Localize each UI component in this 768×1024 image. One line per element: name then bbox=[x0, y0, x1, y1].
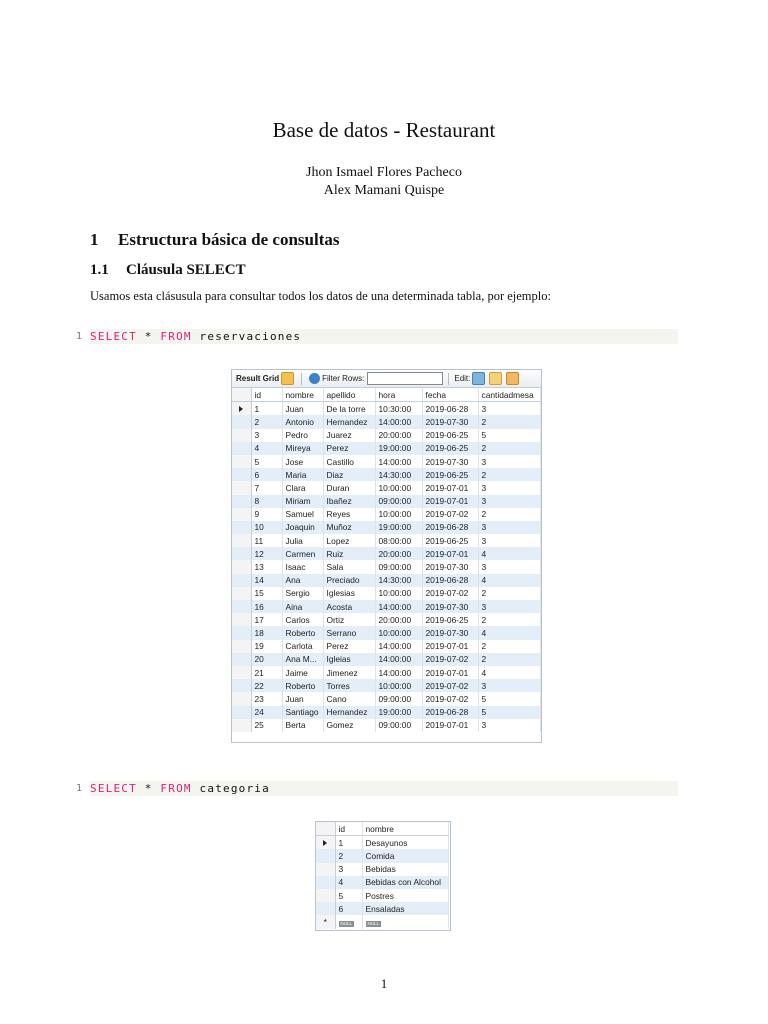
table-row[interactable] bbox=[232, 719, 540, 732]
table-cell[interactable]: Ibañez bbox=[323, 495, 375, 508]
table-row[interactable] bbox=[232, 534, 540, 547]
table-row[interactable] bbox=[232, 587, 540, 600]
table-header-row bbox=[316, 822, 448, 836]
table-cell[interactable]: Ensaladas bbox=[362, 902, 448, 915]
toolbar-separator bbox=[448, 373, 449, 385]
table-cell[interactable]: 2019-06-25 bbox=[422, 534, 478, 547]
row-indicator[interactable] bbox=[232, 415, 251, 428]
row-indicator[interactable] bbox=[232, 547, 251, 560]
table-cell[interactable]: 3 bbox=[478, 600, 540, 613]
table-cell[interactable]: 4 bbox=[478, 547, 540, 560]
table-cell[interactable]: 3 bbox=[478, 481, 540, 494]
table-cell[interactable]: De la torre bbox=[323, 402, 375, 416]
column-header-fecha[interactable]: fecha bbox=[422, 388, 478, 402]
table-row[interactable] bbox=[316, 836, 448, 850]
table-cell[interactable]: Preciado bbox=[323, 574, 375, 587]
table-cell[interactable]: Torres bbox=[323, 679, 375, 692]
null-badge: NULL bbox=[367, 920, 380, 926]
code-block-reservaciones bbox=[90, 329, 678, 344]
table-cell[interactable]: 2019-07-01 bbox=[422, 666, 478, 679]
table-cell[interactable]: 22 bbox=[251, 679, 282, 692]
subsection-heading bbox=[90, 262, 246, 279]
table-cell[interactable]: 10:00:00 bbox=[375, 679, 422, 692]
new-row-asterisk-icon: * bbox=[316, 915, 335, 928]
table-cell[interactable]: 2019-07-02 bbox=[422, 692, 478, 705]
section-title: Estructura básica de consultas bbox=[118, 230, 340, 249]
table-cell[interactable]: Castillo bbox=[323, 455, 375, 468]
table-cell[interactable]: Joaquin bbox=[282, 521, 323, 534]
filter-rows-input[interactable] bbox=[367, 372, 443, 385]
table-cell[interactable]: 2019-07-01 bbox=[422, 495, 478, 508]
table-cell[interactable]: 09:00:00 bbox=[375, 560, 422, 573]
subsection-number: 1.1 bbox=[90, 262, 109, 278]
table-cell[interactable]: Maria bbox=[282, 468, 323, 481]
table-cell[interactable]: 2 bbox=[478, 613, 540, 626]
table-cell[interactable]: Gomez bbox=[323, 719, 375, 732]
table-row[interactable] bbox=[232, 613, 540, 626]
row-indicator[interactable] bbox=[232, 600, 251, 613]
table-cell[interactable]: 2019-07-02 bbox=[422, 679, 478, 692]
row-indicator[interactable] bbox=[232, 574, 251, 587]
table-cell[interactable]: Carlos bbox=[282, 613, 323, 626]
table-cell[interactable]: 3 bbox=[335, 863, 362, 876]
code-operator: * bbox=[144, 330, 153, 343]
table-row[interactable] bbox=[316, 889, 448, 902]
column-header-id[interactable]: id bbox=[251, 388, 282, 402]
table-cell[interactable]: Hernandez bbox=[323, 706, 375, 719]
table-cell[interactable]: 14:00:00 bbox=[375, 653, 422, 666]
table-cell[interactable]: Ruiz bbox=[323, 547, 375, 560]
table-cell[interactable]: 2019-06-25 bbox=[422, 429, 478, 442]
table-cell[interactable]: 2019-07-02 bbox=[422, 508, 478, 521]
table-cell[interactable]: Roberto bbox=[282, 679, 323, 692]
row-indicator[interactable] bbox=[232, 679, 251, 692]
table-row[interactable] bbox=[232, 521, 540, 534]
column-header-nombre[interactable]: nombre bbox=[282, 388, 323, 402]
table-cell[interactable]: 2019-07-30 bbox=[422, 455, 478, 468]
table-row[interactable] bbox=[232, 468, 540, 481]
table-cell[interactable]: 3 bbox=[478, 402, 540, 416]
table-cell[interactable]: 4 bbox=[335, 876, 362, 889]
table-cell[interactable]: 08:00:00 bbox=[375, 534, 422, 547]
filter-rows-label: Filter Rows: bbox=[322, 374, 365, 383]
table-cell[interactable]: 13 bbox=[251, 560, 282, 573]
table-cell[interactable]: 23 bbox=[251, 692, 282, 705]
result-grid-tab[interactable]: Result Grid bbox=[236, 374, 280, 383]
table-cell[interactable]: 2 bbox=[478, 442, 540, 455]
table-cell[interactable]: 4 bbox=[251, 442, 282, 455]
table-cell[interactable]: 20:00:00 bbox=[375, 613, 422, 626]
table-row[interactable] bbox=[316, 849, 448, 862]
table-cell[interactable]: 2019-07-30 bbox=[422, 600, 478, 613]
table-cell[interactable]: 10:00:00 bbox=[375, 481, 422, 494]
table-cell[interactable]: 3 bbox=[478, 534, 540, 547]
table-cell[interactable]: Mireya bbox=[282, 442, 323, 455]
row-indicator[interactable] bbox=[232, 640, 251, 653]
table-cell[interactable]: 2 bbox=[251, 415, 282, 428]
table-cell[interactable]: Juan bbox=[282, 402, 323, 416]
table-cell[interactable]: 14:00:00 bbox=[375, 415, 422, 428]
row-indicator[interactable] bbox=[232, 692, 251, 705]
table-cell[interactable]: 14:30:00 bbox=[375, 574, 422, 587]
table-row[interactable] bbox=[232, 495, 540, 508]
table-cell[interactable]: Clara bbox=[282, 481, 323, 494]
table-cell[interactable]: 8 bbox=[251, 495, 282, 508]
table-cell[interactable]: Lopez bbox=[323, 534, 375, 547]
code-keyword-select: SELECT bbox=[90, 782, 137, 795]
table-cell[interactable]: 6 bbox=[335, 902, 362, 915]
code-table-name: reservaciones bbox=[199, 330, 302, 343]
table-cell[interactable]: Sergio bbox=[282, 587, 323, 600]
table-row[interactable] bbox=[232, 692, 540, 705]
delete-row-icon[interactable] bbox=[506, 372, 519, 385]
table-cell[interactable]: Antonio bbox=[282, 415, 323, 428]
table-row[interactable] bbox=[232, 679, 540, 692]
row-indicator[interactable] bbox=[232, 666, 251, 679]
table-cell[interactable]: 16 bbox=[251, 600, 282, 613]
code-table-name: categoria bbox=[199, 782, 270, 795]
table-cell[interactable]: 4 bbox=[478, 574, 540, 587]
edit-label: Edit: bbox=[454, 374, 471, 383]
table-cell[interactable]: 19:00:00 bbox=[375, 706, 422, 719]
row-indicator[interactable] bbox=[232, 560, 251, 573]
table-cell[interactable]: Serrano bbox=[323, 626, 375, 639]
row-indicator[interactable] bbox=[316, 876, 335, 889]
table-cell[interactable]: Ana bbox=[282, 574, 323, 587]
table-cell[interactable]: 1 bbox=[251, 402, 282, 416]
table-cell[interactable]: Berta bbox=[282, 719, 323, 732]
table-row[interactable] bbox=[232, 508, 540, 521]
table-cell[interactable]: 2019-06-25 bbox=[422, 468, 478, 481]
table-cell[interactable]: 2019-07-30 bbox=[422, 415, 478, 428]
row-indicator[interactable] bbox=[232, 455, 251, 468]
section-heading bbox=[90, 230, 339, 250]
table-cell[interactable]: 5 bbox=[478, 706, 540, 719]
table-cell[interactable]: 7 bbox=[251, 481, 282, 494]
code-block-categoria bbox=[90, 781, 678, 796]
table-row[interactable] bbox=[232, 429, 540, 442]
edit-row-icon[interactable] bbox=[472, 372, 485, 385]
table-cell[interactable]: 15 bbox=[251, 587, 282, 600]
table-cell[interactable]: 10:00:00 bbox=[375, 587, 422, 600]
table-cell[interactable]: Perez bbox=[323, 442, 375, 455]
table-cell[interactable]: 3 bbox=[478, 521, 540, 534]
table-cell[interactable]: 5 bbox=[335, 889, 362, 902]
table-cell[interactable]: 10:00:00 bbox=[375, 508, 422, 521]
table-cell[interactable]: 20 bbox=[251, 653, 282, 666]
table-cell[interactable]: 9 bbox=[251, 508, 282, 521]
table-cell[interactable]: Acosta bbox=[323, 600, 375, 613]
table-cell[interactable]: 3 bbox=[478, 455, 540, 468]
table-cell[interactable]: 14:00:00 bbox=[375, 666, 422, 679]
code-operator: * bbox=[144, 782, 153, 795]
table-cell[interactable]: 5 bbox=[478, 692, 540, 705]
column-header-nombre[interactable]: nombre bbox=[362, 822, 448, 836]
row-indicator[interactable] bbox=[316, 863, 335, 876]
table-row[interactable] bbox=[232, 547, 540, 560]
code-keyword-from: FROM bbox=[160, 782, 192, 795]
table-cell[interactable]: 17 bbox=[251, 613, 282, 626]
table-cell[interactable]: Comida bbox=[362, 849, 448, 862]
table-cell[interactable]: 2 bbox=[478, 468, 540, 481]
row-indicator[interactable] bbox=[316, 889, 335, 902]
table-cell[interactable]: Muñoz bbox=[323, 521, 375, 534]
table-cell[interactable]: 20:00:00 bbox=[375, 429, 422, 442]
table-cell[interactable]: Desayunos bbox=[362, 836, 448, 850]
table-cell[interactable]: Ortiz bbox=[323, 613, 375, 626]
table-cell[interactable]: 2019-07-01 bbox=[422, 547, 478, 560]
table-cell[interactable]: 2019-06-25 bbox=[422, 613, 478, 626]
table-row[interactable] bbox=[232, 600, 540, 613]
table-cell[interactable]: 2 bbox=[478, 508, 540, 521]
column-header-id[interactable]: id bbox=[335, 822, 362, 836]
column-header-apellido[interactable]: apellido bbox=[323, 388, 375, 402]
table-cell[interactable]: Aina bbox=[282, 600, 323, 613]
table-row[interactable] bbox=[316, 863, 448, 876]
table-cell[interactable]: 09:00:00 bbox=[375, 692, 422, 705]
table-cell[interactable]: Duran bbox=[323, 481, 375, 494]
row-indicator[interactable] bbox=[316, 902, 335, 915]
table-row[interactable] bbox=[232, 574, 540, 587]
table-cell[interactable]: 14:00:00 bbox=[375, 600, 422, 613]
table-cell[interactable]: 20:00:00 bbox=[375, 547, 422, 560]
table-cell[interactable]: 5 bbox=[478, 429, 540, 442]
row-indicator[interactable] bbox=[232, 429, 251, 442]
table-row[interactable] bbox=[232, 442, 540, 455]
row-indicator[interactable] bbox=[232, 481, 251, 494]
table-cell[interactable]: 4 bbox=[478, 666, 540, 679]
table-header-row bbox=[232, 388, 540, 402]
table-cell[interactable]: 3 bbox=[478, 679, 540, 692]
row-indicator[interactable] bbox=[232, 587, 251, 600]
table-row[interactable] bbox=[232, 415, 540, 428]
column-header-cantidadmesa[interactable]: cantidadmesa bbox=[478, 388, 540, 402]
section-number: 1 bbox=[90, 230, 99, 249]
row-indicator[interactable] bbox=[232, 534, 251, 547]
table-cell[interactable]: 2019-07-02 bbox=[422, 587, 478, 600]
row-indicator[interactable] bbox=[232, 495, 251, 508]
table-cell[interactable]: 1 bbox=[335, 836, 362, 850]
author-1: Jhon Ismael Flores Pacheco bbox=[306, 165, 462, 180]
table-cell[interactable]: 2019-07-01 bbox=[422, 640, 478, 653]
null-cell[interactable] bbox=[362, 915, 448, 928]
row-indicator[interactable] bbox=[232, 653, 251, 666]
table-cell[interactable]: Sala bbox=[323, 560, 375, 573]
row-indicator[interactable] bbox=[232, 706, 251, 719]
code-keyword-from: FROM bbox=[160, 330, 192, 343]
table-cell[interactable]: 14:00:00 bbox=[375, 640, 422, 653]
table-cell[interactable]: Samuel bbox=[282, 508, 323, 521]
null-cell[interactable] bbox=[335, 915, 362, 928]
table-cell[interactable]: Carmen bbox=[282, 547, 323, 560]
table-cell[interactable]: 2019-07-30 bbox=[422, 560, 478, 573]
grid-view-icon[interactable] bbox=[281, 372, 294, 385]
table-cell[interactable]: Perez bbox=[323, 640, 375, 653]
table-cell[interactable]: Juan bbox=[282, 692, 323, 705]
table-row[interactable] bbox=[232, 640, 540, 653]
table-cell[interactable]: 4 bbox=[478, 626, 540, 639]
table-cell[interactable]: 18 bbox=[251, 626, 282, 639]
code-line-number: 1 bbox=[76, 783, 83, 794]
table-cell[interactable]: 2019-07-30 bbox=[422, 626, 478, 639]
table-row[interactable] bbox=[232, 402, 540, 416]
table-cell[interactable]: Isaac bbox=[282, 560, 323, 573]
current-row-arrow-icon[interactable] bbox=[232, 402, 251, 416]
table-cell[interactable]: Bebidas con Alcohol bbox=[362, 876, 448, 889]
table-cell[interactable]: 2019-06-28 bbox=[422, 521, 478, 534]
table-cell[interactable]: 14:00:00 bbox=[375, 455, 422, 468]
row-indicator-header bbox=[316, 822, 335, 836]
row-indicator[interactable] bbox=[232, 626, 251, 639]
row-indicator[interactable] bbox=[232, 442, 251, 455]
table-cell[interactable]: Iglesias bbox=[323, 587, 375, 600]
document-title: Base de datos - Restaurant bbox=[272, 118, 496, 142]
table-cell[interactable]: Pedro bbox=[282, 429, 323, 442]
code-keyword-select: SELECT bbox=[90, 330, 137, 343]
table-cell[interactable]: 19:00:00 bbox=[375, 442, 422, 455]
table-cell[interactable]: Julia bbox=[282, 534, 323, 547]
table-cell[interactable]: Ana M... bbox=[282, 653, 323, 666]
table-cell[interactable]: 12 bbox=[251, 547, 282, 560]
table-row[interactable] bbox=[316, 902, 448, 915]
categoria-table bbox=[316, 822, 449, 929]
table-cell[interactable]: 2019-06-28 bbox=[422, 574, 478, 587]
table-cell[interactable]: 2 bbox=[478, 587, 540, 600]
table-cell[interactable]: 2 bbox=[478, 640, 540, 653]
current-row-arrow-icon[interactable] bbox=[316, 836, 335, 850]
table-cell[interactable]: Postres bbox=[362, 889, 448, 902]
table-row[interactable] bbox=[232, 560, 540, 573]
table-cell[interactable]: 2019-07-01 bbox=[422, 719, 478, 732]
row-indicator-header bbox=[232, 388, 251, 402]
subsection-title: Cláusula SELECT bbox=[126, 262, 246, 278]
row-indicator[interactable] bbox=[232, 613, 251, 626]
table-cell[interactable]: 3 bbox=[478, 560, 540, 573]
paragraph: Usamos esta clásusula para consultar todos los datos de una determinada tabla, por ejemplo: bbox=[90, 289, 551, 303]
table-cell[interactable]: 2019-06-25 bbox=[422, 442, 478, 455]
table-cell[interactable]: 21 bbox=[251, 666, 282, 679]
table-cell[interactable]: Diaz bbox=[323, 468, 375, 481]
add-row-icon[interactable] bbox=[489, 372, 502, 385]
code-line-number: 1 bbox=[76, 331, 83, 342]
table-cell[interactable]: Carlota bbox=[282, 640, 323, 653]
row-indicator[interactable] bbox=[232, 508, 251, 521]
table-cell[interactable]: 6 bbox=[251, 468, 282, 481]
row-indicator[interactable] bbox=[232, 719, 251, 732]
table-cell[interactable]: 14:30:00 bbox=[375, 468, 422, 481]
table-cell[interactable]: Jimenez bbox=[323, 666, 375, 679]
table-cell[interactable]: 25 bbox=[251, 719, 282, 732]
table-cell[interactable]: 2019-07-02 bbox=[422, 653, 478, 666]
table-cell[interactable]: Hernandez bbox=[323, 415, 375, 428]
table-cell[interactable]: Bebidas bbox=[362, 863, 448, 876]
row-indicator[interactable] bbox=[316, 849, 335, 862]
table-row[interactable] bbox=[232, 666, 540, 679]
toolbar-separator bbox=[301, 373, 302, 385]
table-cell[interactable]: Reyes bbox=[323, 508, 375, 521]
table-cell[interactable]: 24 bbox=[251, 706, 282, 719]
null-badge: NULL bbox=[340, 920, 353, 926]
table-row[interactable] bbox=[232, 626, 540, 639]
table-cell[interactable]: Santiago bbox=[282, 706, 323, 719]
table-cell[interactable]: 2 bbox=[335, 849, 362, 862]
table-row[interactable] bbox=[232, 455, 540, 468]
table-cell[interactable]: Roberto bbox=[282, 626, 323, 639]
table-row[interactable] bbox=[232, 481, 540, 494]
column-header-hora[interactable]: hora bbox=[375, 388, 422, 402]
table-cell[interactable]: Cano bbox=[323, 692, 375, 705]
table-cell[interactable]: Jose bbox=[282, 455, 323, 468]
result-grid-categoria bbox=[315, 821, 451, 931]
table-cell[interactable]: 2019-06-28 bbox=[422, 706, 478, 719]
result-grid-toolbar bbox=[232, 370, 541, 388]
table-cell[interactable]: 14 bbox=[251, 574, 282, 587]
table-cell[interactable]: 19 bbox=[251, 640, 282, 653]
table-cell[interactable]: Jaime bbox=[282, 666, 323, 679]
table-cell[interactable]: 10 bbox=[251, 521, 282, 534]
table-cell[interactable]: 2019-07-01 bbox=[422, 481, 478, 494]
table-cell[interactable]: 09:00:00 bbox=[375, 495, 422, 508]
result-grid-reservaciones bbox=[231, 369, 542, 743]
table-cell[interactable]: 10:00:00 bbox=[375, 626, 422, 639]
new-row[interactable] bbox=[316, 915, 448, 928]
table-cell[interactable]: 10:30:00 bbox=[375, 402, 422, 416]
table-cell[interactable]: 5 bbox=[251, 455, 282, 468]
table-cell[interactable]: 2 bbox=[478, 653, 540, 666]
refresh-icon[interactable] bbox=[309, 373, 320, 384]
author-2: Alex Mamani Quispe bbox=[323, 183, 445, 198]
table-cell[interactable]: Juarez bbox=[323, 429, 375, 442]
table-row[interactable] bbox=[316, 876, 448, 889]
table-cell[interactable]: 2019-06-28 bbox=[422, 402, 478, 416]
table-cell[interactable]: 3 bbox=[478, 719, 540, 732]
table-cell[interactable]: 2 bbox=[478, 415, 540, 428]
table-cell[interactable]: Miriam bbox=[282, 495, 323, 508]
row-indicator[interactable] bbox=[232, 521, 251, 534]
row-indicator[interactable] bbox=[232, 468, 251, 481]
table-row[interactable] bbox=[232, 653, 540, 666]
table-cell[interactable]: 09:00:00 bbox=[375, 719, 422, 732]
page-number: 1 bbox=[380, 976, 388, 991]
table-cell[interactable]: Igleias bbox=[323, 653, 375, 666]
table-cell[interactable]: 3 bbox=[478, 495, 540, 508]
table-row[interactable] bbox=[232, 706, 540, 719]
table-cell[interactable]: 19:00:00 bbox=[375, 521, 422, 534]
table-cell[interactable]: 3 bbox=[251, 429, 282, 442]
reservaciones-table bbox=[232, 388, 541, 732]
table-cell[interactable]: 11 bbox=[251, 534, 282, 547]
